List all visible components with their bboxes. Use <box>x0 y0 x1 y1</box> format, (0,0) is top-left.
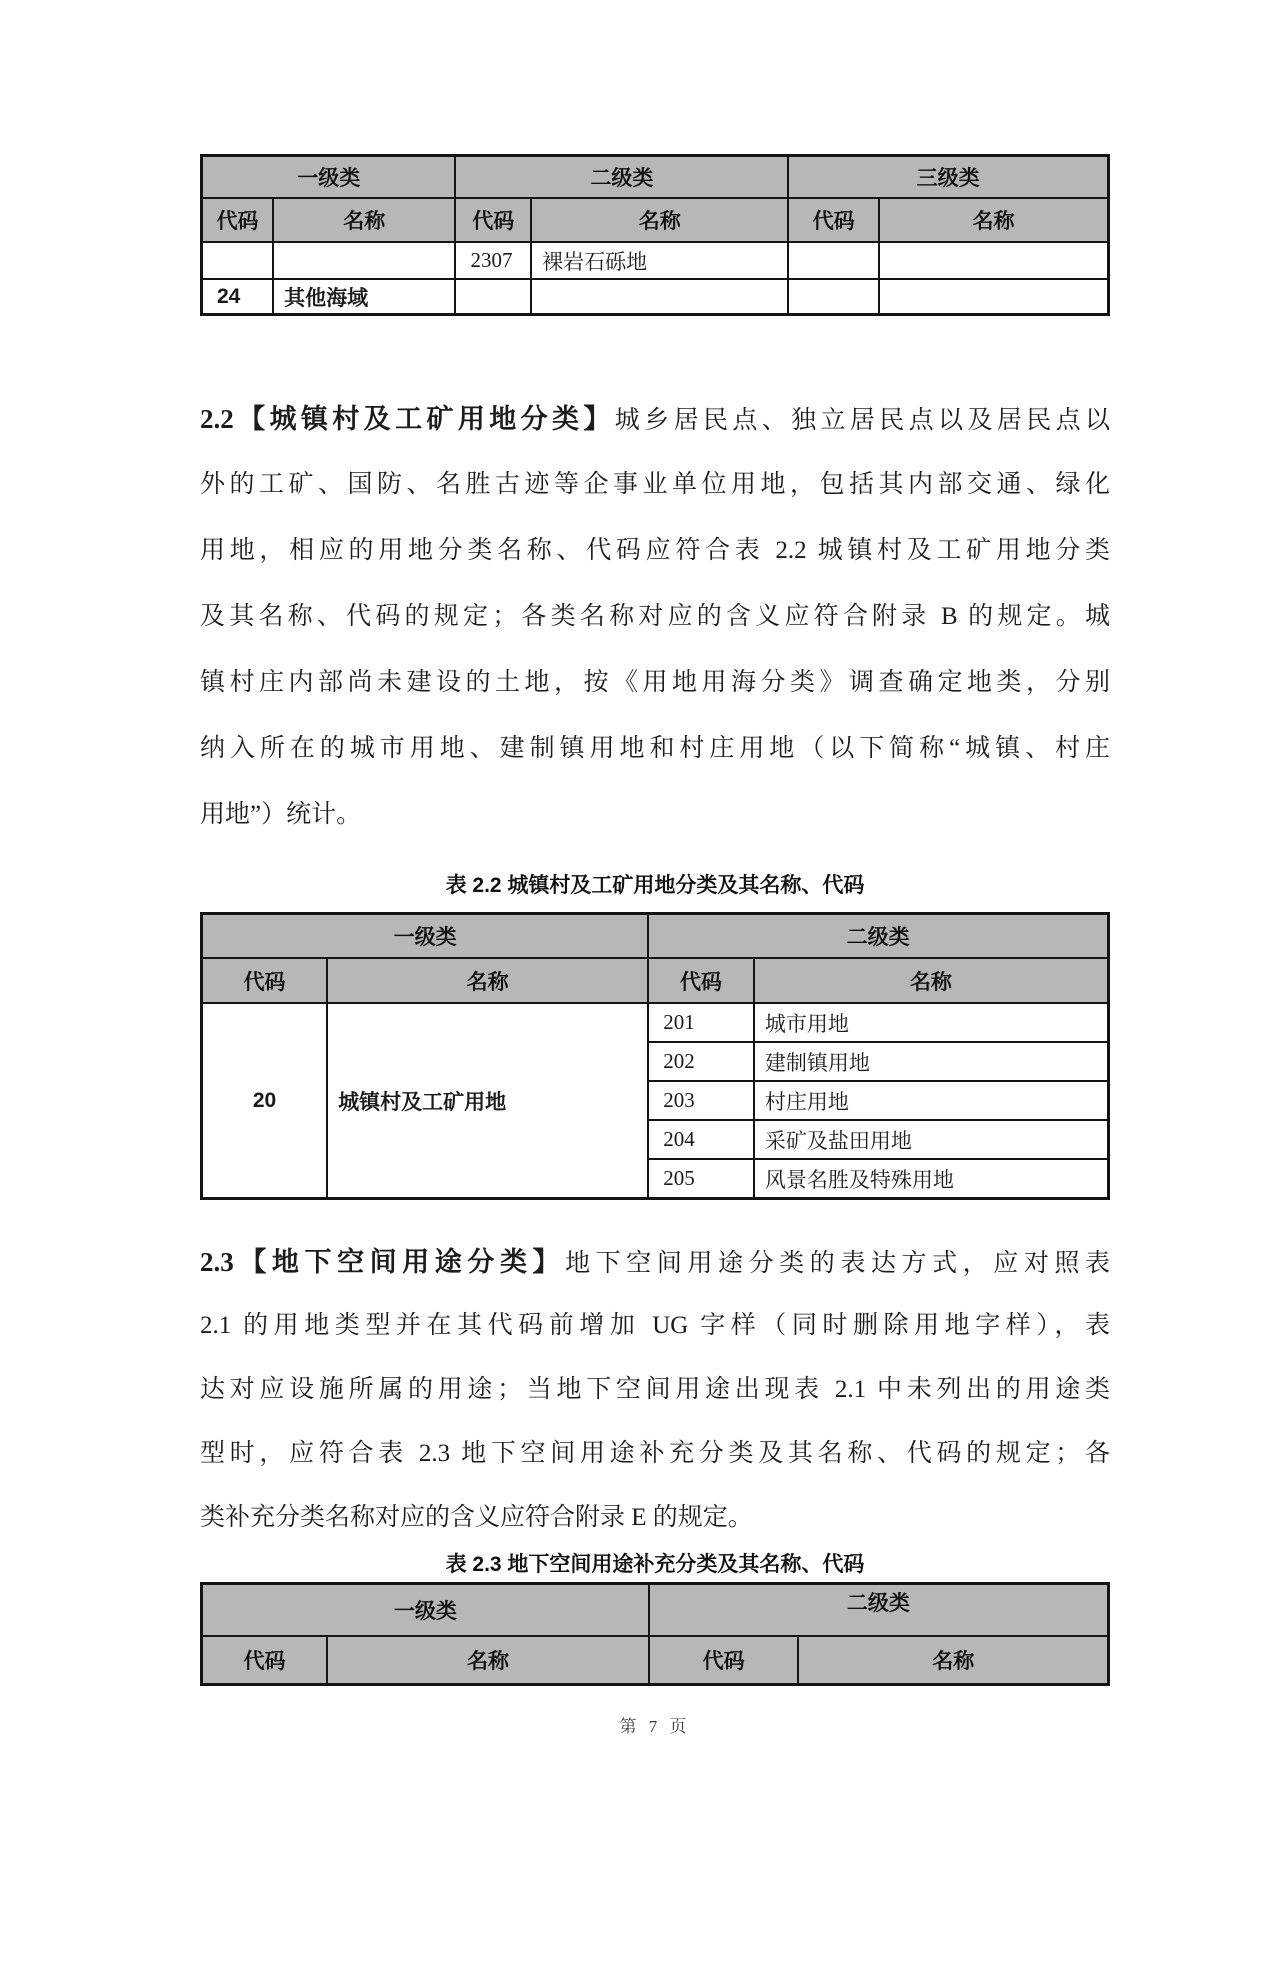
page-number: 第 7 页 <box>619 1717 691 1736</box>
col-header-name: 名称 <box>327 958 648 1003</box>
cell-l2-code: 201 <box>648 1003 754 1042</box>
cell-l2-name <box>531 279 788 315</box>
cell-l1-name: 其他海域 <box>273 279 455 315</box>
paragraph-line: 镇村庄内部尚未建设的土地，按《用地用海分类》调查确定地类，分别 <box>200 669 1110 696</box>
section-number: 2.2 <box>200 404 234 434</box>
section-number: 2.3 <box>200 1247 234 1277</box>
section-2-2-paragraph <box>200 386 1110 848</box>
paragraph-line: 类补充分类名称对应的含义应符合附录 E 的规定。 <box>200 1504 753 1531</box>
cell-l3-name <box>879 279 1109 315</box>
cell-l2-name: 裸岩石砾地 <box>531 242 788 279</box>
group-header-level1: 一级类 <box>202 156 456 199</box>
group-header-level1: 一级类 <box>202 1584 649 1637</box>
col-header-code: 代码 <box>202 1636 328 1685</box>
group-header-level1: 一级类 <box>202 914 649 959</box>
paragraph-line: 纳入所在的城市用地、建制镇用地和村庄用地（以下简称“城镇、村庄 <box>200 735 1110 762</box>
table-land-classification-continued <box>200 154 1110 316</box>
cell-l2-code <box>455 279 531 315</box>
cell-l1-name: 城镇村及工矿用地 <box>327 1003 648 1199</box>
paragraph-line: 型时，应符合表 2.3 地下空间用途补充分类及其名称、代码的规定；各 <box>200 1440 1110 1467</box>
cell-l2-code: 202 <box>648 1042 754 1081</box>
section-title: 【地下空间用途分类】 <box>233 1247 566 1277</box>
page-content <box>200 154 1110 1737</box>
table-2-3-underground-use <box>200 1582 1110 1686</box>
group-header-level2: 二级类 <box>455 156 788 199</box>
cell-l2-name: 村庄用地 <box>754 1081 1109 1120</box>
paragraph-line: 用地”）统计。 <box>200 801 362 828</box>
col-header-code: 代码 <box>202 958 328 1003</box>
cell-l3-code <box>788 242 879 279</box>
table-2-2-caption: 表 2.2 城镇村及工矿用地分类及其名称、代码 <box>445 874 865 897</box>
col-header-code: 代码 <box>202 198 274 242</box>
cell-l2-name: 采矿及盐田用地 <box>754 1120 1109 1159</box>
section-2-3-paragraph <box>200 1230 1110 1550</box>
paragraph-text: 城乡居民点、独立居民点以及居民点以 <box>614 407 1110 434</box>
table-2-3-caption: 表 2.3 地下空间用途补充分类及其名称、代码 <box>445 1553 865 1576</box>
paragraph-line: 用地，相应的用地分类名称、代码应符合表 2.2 城镇村及工矿用地分类 <box>200 537 1110 564</box>
col-header-name: 名称 <box>531 198 788 242</box>
col-header-code: 代码 <box>788 198 879 242</box>
col-header-name: 名称 <box>879 198 1109 242</box>
col-header-code: 代码 <box>649 1636 799 1685</box>
cell-l1-name <box>273 242 455 279</box>
cell-l3-name <box>879 242 1109 279</box>
cell-l2-name: 建制镇用地 <box>754 1042 1109 1081</box>
paragraph-line <box>200 1230 1110 1294</box>
cell-l2-code: 2307 <box>455 242 531 279</box>
cell-l2-code: 204 <box>648 1120 754 1159</box>
cell-l2-code: 203 <box>648 1081 754 1120</box>
cell-l1-code: 20 <box>202 1003 328 1199</box>
table-row <box>202 279 1109 315</box>
cell-l3-code <box>788 279 879 315</box>
paragraph-line: 达对应设施所属的用途；当地下空间用途出现表 2.1 中未列出的用途类 <box>200 1376 1110 1403</box>
group-header-level2: 二级类 <box>649 1584 1109 1637</box>
group-header-level3: 三级类 <box>788 156 1108 199</box>
col-header-name: 名称 <box>754 958 1109 1003</box>
paragraph-line: 外的工矿、国防、名胜古迹等企事业单位用地，包括其内部交通、绿化 <box>200 471 1110 498</box>
paragraph-line: 及其名称、代码的规定；各类名称对应的含义应符合附录 B 的规定。城 <box>200 603 1110 630</box>
col-header-code: 代码 <box>455 198 531 242</box>
table-row <box>202 1003 1109 1042</box>
table-row <box>202 242 1109 279</box>
cell-l1-code: 24 <box>202 279 274 315</box>
cell-l2-code: 205 <box>648 1159 754 1199</box>
paragraph-line <box>200 386 1110 452</box>
cell-l2-name: 城市用地 <box>754 1003 1109 1042</box>
cell-l2-name: 风景名胜及特殊用地 <box>754 1159 1109 1199</box>
col-header-name: 名称 <box>327 1636 649 1685</box>
table-2-2-urban-land <box>200 912 1110 1200</box>
paragraph-text: 地下空间用途分类的表达方式，应对照表 <box>565 1250 1110 1277</box>
group-header-level2: 二级类 <box>648 914 1108 959</box>
col-header-name: 名称 <box>273 198 455 242</box>
cell-l1-code <box>202 242 274 279</box>
section-title: 【城镇村及工矿用地分类】 <box>233 404 615 434</box>
col-header-name: 名称 <box>798 1636 1108 1685</box>
paragraph-line: 2.1 的用地类型并在其代码前增加 UG 字样（同时删除用地字样），表 <box>200 1312 1110 1339</box>
col-header-code: 代码 <box>648 958 754 1003</box>
